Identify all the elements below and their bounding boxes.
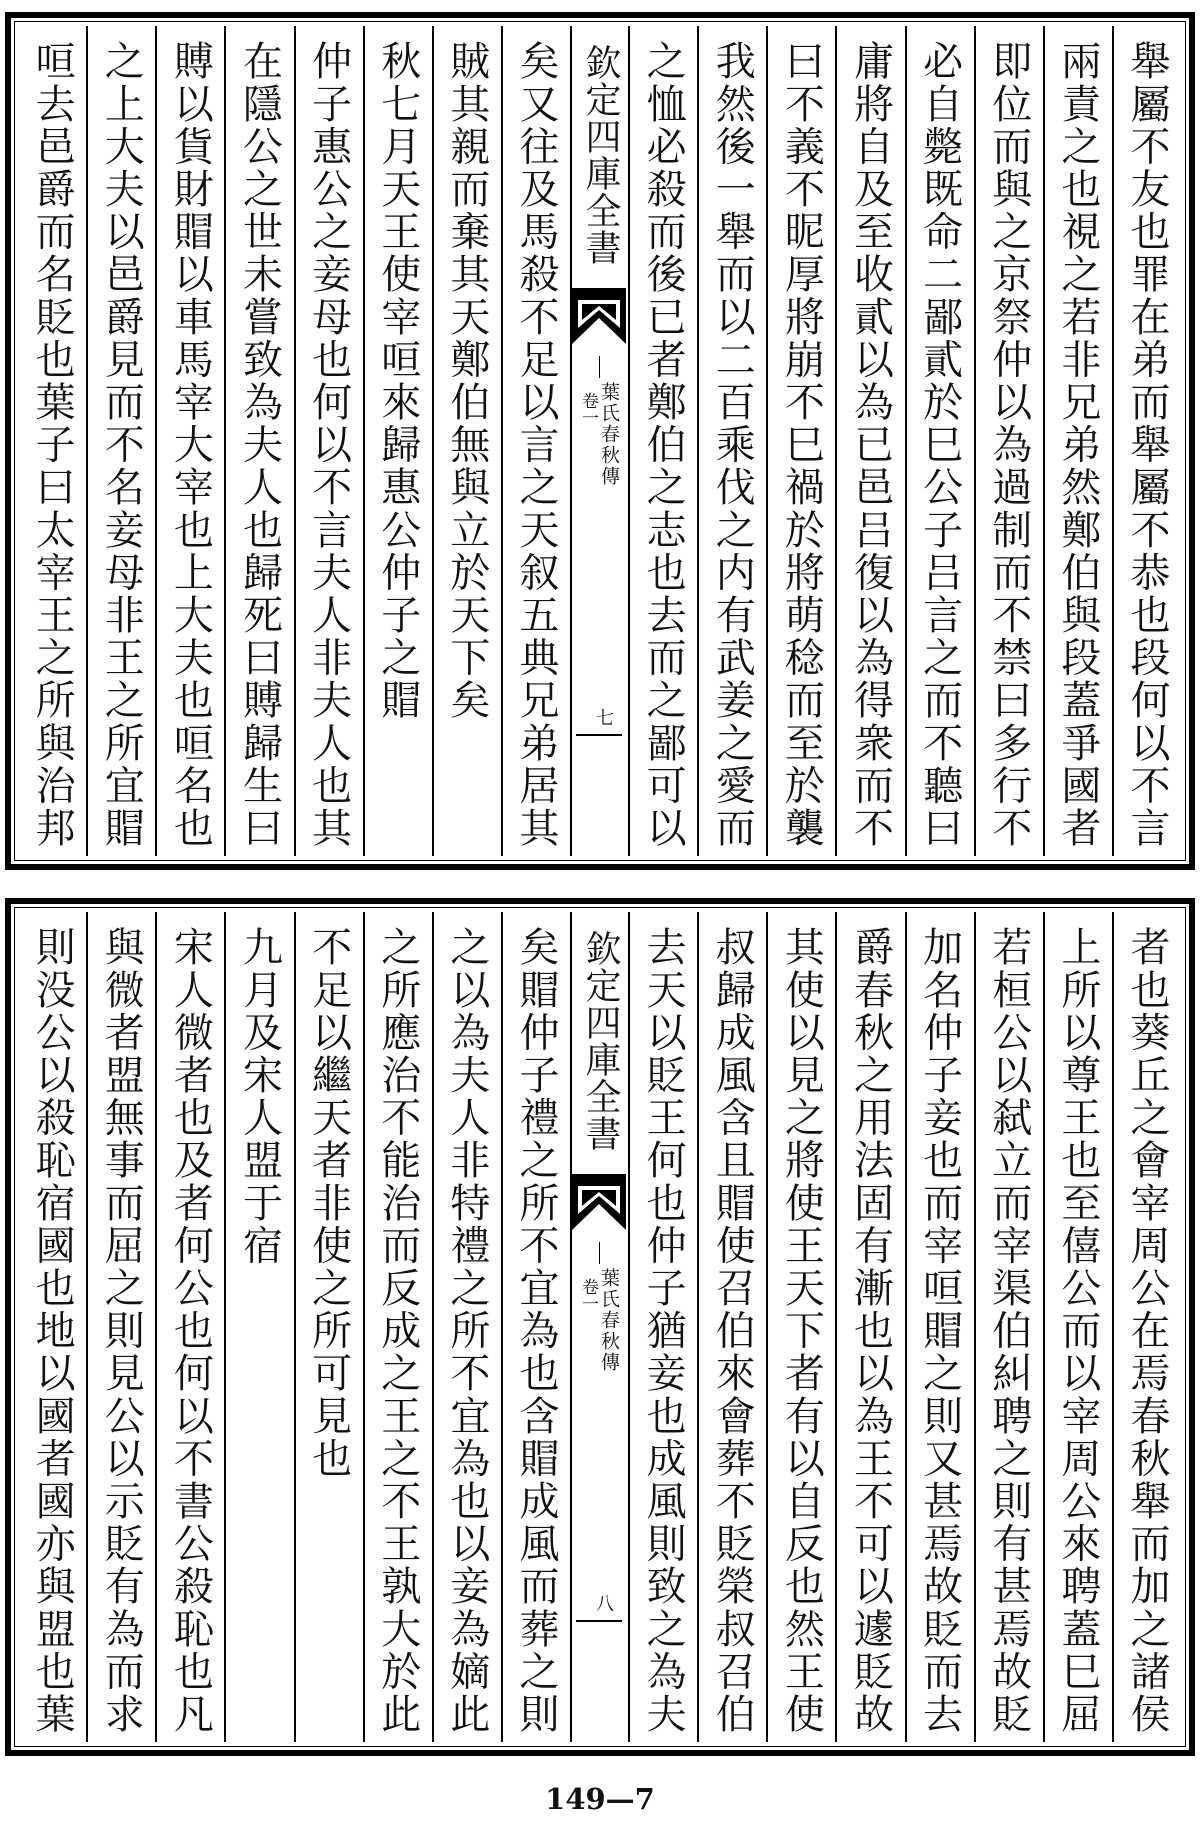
margin-page-number: 八 (593, 1594, 614, 1612)
margin-rule (599, 1242, 600, 1264)
text-column: 即位而與之京祭仲以為過制而不禁曰多行不 (974, 26, 1043, 856)
text-column: 兩責之也視之若非兄弟然鄭伯與段蓋爭國者 (1043, 26, 1112, 856)
text-column: 與微者盟無事而屈之則見公以示貶有為而求 (86, 912, 155, 1742)
center-margin (570, 912, 628, 1742)
text-column: 之上大夫以邑爵見而不名妾母非王之所宜賵 (86, 26, 155, 856)
margin-book-name: 葉氏春秋傳 (598, 1268, 620, 1373)
margin-book-name: 葉氏春秋傳 (598, 382, 620, 487)
text-column: 若桓公以弑立而宰渠伯糾聘之則有甚焉故貶 (974, 912, 1043, 1742)
top-page (5, 12, 1195, 870)
margin-rule (599, 356, 600, 378)
text-column: 仲子惠公之妾母也何以不言夫人非夫人也其 (294, 26, 363, 856)
margin-title: 欽定四庫全書 (580, 44, 621, 266)
text-column: 宋人微者也及者何公也何以不書公殺恥也凡 (155, 912, 224, 1742)
text-column: 去天以貶王何也仲子猶妾也成風則致之為夫 (628, 912, 697, 1742)
text-column: 不足以繼天者非使之所可見也 (294, 912, 363, 1742)
center-margin (570, 26, 628, 856)
top-text-columns (19, 26, 1181, 856)
text-column: 之恤必殺而後已者鄭伯之志也去而之鄙可以 (628, 26, 697, 856)
fish-tail-ornament-icon (572, 288, 626, 344)
text-column: 九月及宋人盟于宿 (224, 912, 293, 1742)
text-column: 加名仲子妾也而宰咺賵之則又甚焉故貶而去 (905, 912, 974, 1742)
margin-volume: 卷一 (578, 1278, 598, 1312)
text-column: 之以為夫人非特禮之所不宜為也以妾為嫡此 (432, 912, 501, 1742)
text-column: 我然後一舉而以二百乘伐之内有武姜之愛而 (697, 26, 766, 856)
margin-page-number: 七 (593, 708, 614, 726)
text-column: 賻以貨財賵以車馬宰大宰也上大夫也咺名也 (155, 26, 224, 856)
bottom-text-columns (19, 912, 1181, 1742)
text-column: 咺去邑爵而名貶也葉子曰太宰王之所與治邦 (29, 40, 76, 850)
text-column: 矣又往及馬殺不足以言之天叙五典兄弟居其 (501, 26, 570, 856)
text-column: 其使以見之將使王天下者有以自反也然王使 (766, 912, 835, 1742)
text-column: 爵春秋之用法固有漸也以為王不可以遽貶故 (835, 912, 904, 1742)
margin-volume: 卷一 (578, 392, 598, 426)
margin-rule (576, 1620, 622, 1622)
text-column: 秋七月天王使宰咺來歸惠公仲子之賵 (363, 26, 432, 856)
text-column: 舉屬不友也罪在弟而舉屬不恭也段何以不言 (1112, 26, 1181, 856)
text-column: 賊其親而棄其天鄭伯無與立於天下矣 (432, 26, 501, 856)
fish-tail-ornament-icon (572, 1174, 626, 1230)
text-column: 必自斃既命二鄙貳於巳公子吕言之而不聽曰 (905, 26, 974, 856)
text-column: 叔歸成風含且賵使召伯來會葬不貶榮叔召伯 (697, 912, 766, 1742)
text-column: 庸將自及至收貳以為已邑吕復以為得衆而不 (835, 26, 904, 856)
text-column: 矣賵仲子禮之所不宜為也含賵成風而葬之則 (501, 912, 570, 1742)
text-column: 在隱公之世未嘗致為夫人也歸死曰賻歸生曰 (224, 26, 293, 856)
text-column: 之所應治不能治而反成之王之不王孰大於此 (363, 912, 432, 1742)
bottom-page (5, 898, 1195, 1756)
text-column: 上所以尊王也至僖公而以宰周公來聘蓋巳屈 (1043, 912, 1112, 1742)
page-footer-number: 149—7 (545, 1782, 655, 1816)
text-column: 者也葵丘之會宰周公在焉春秋舉而加之諸侯 (1112, 912, 1181, 1742)
text-column: 曰不義不昵厚將崩不巳禍於將萌稔而至於襲 (766, 26, 835, 856)
text-column: 則没公以殺恥宿國也地以國者國亦與盟也葉 (29, 926, 76, 1736)
margin-title: 欽定四庫全書 (580, 930, 621, 1152)
margin-rule (576, 734, 622, 736)
